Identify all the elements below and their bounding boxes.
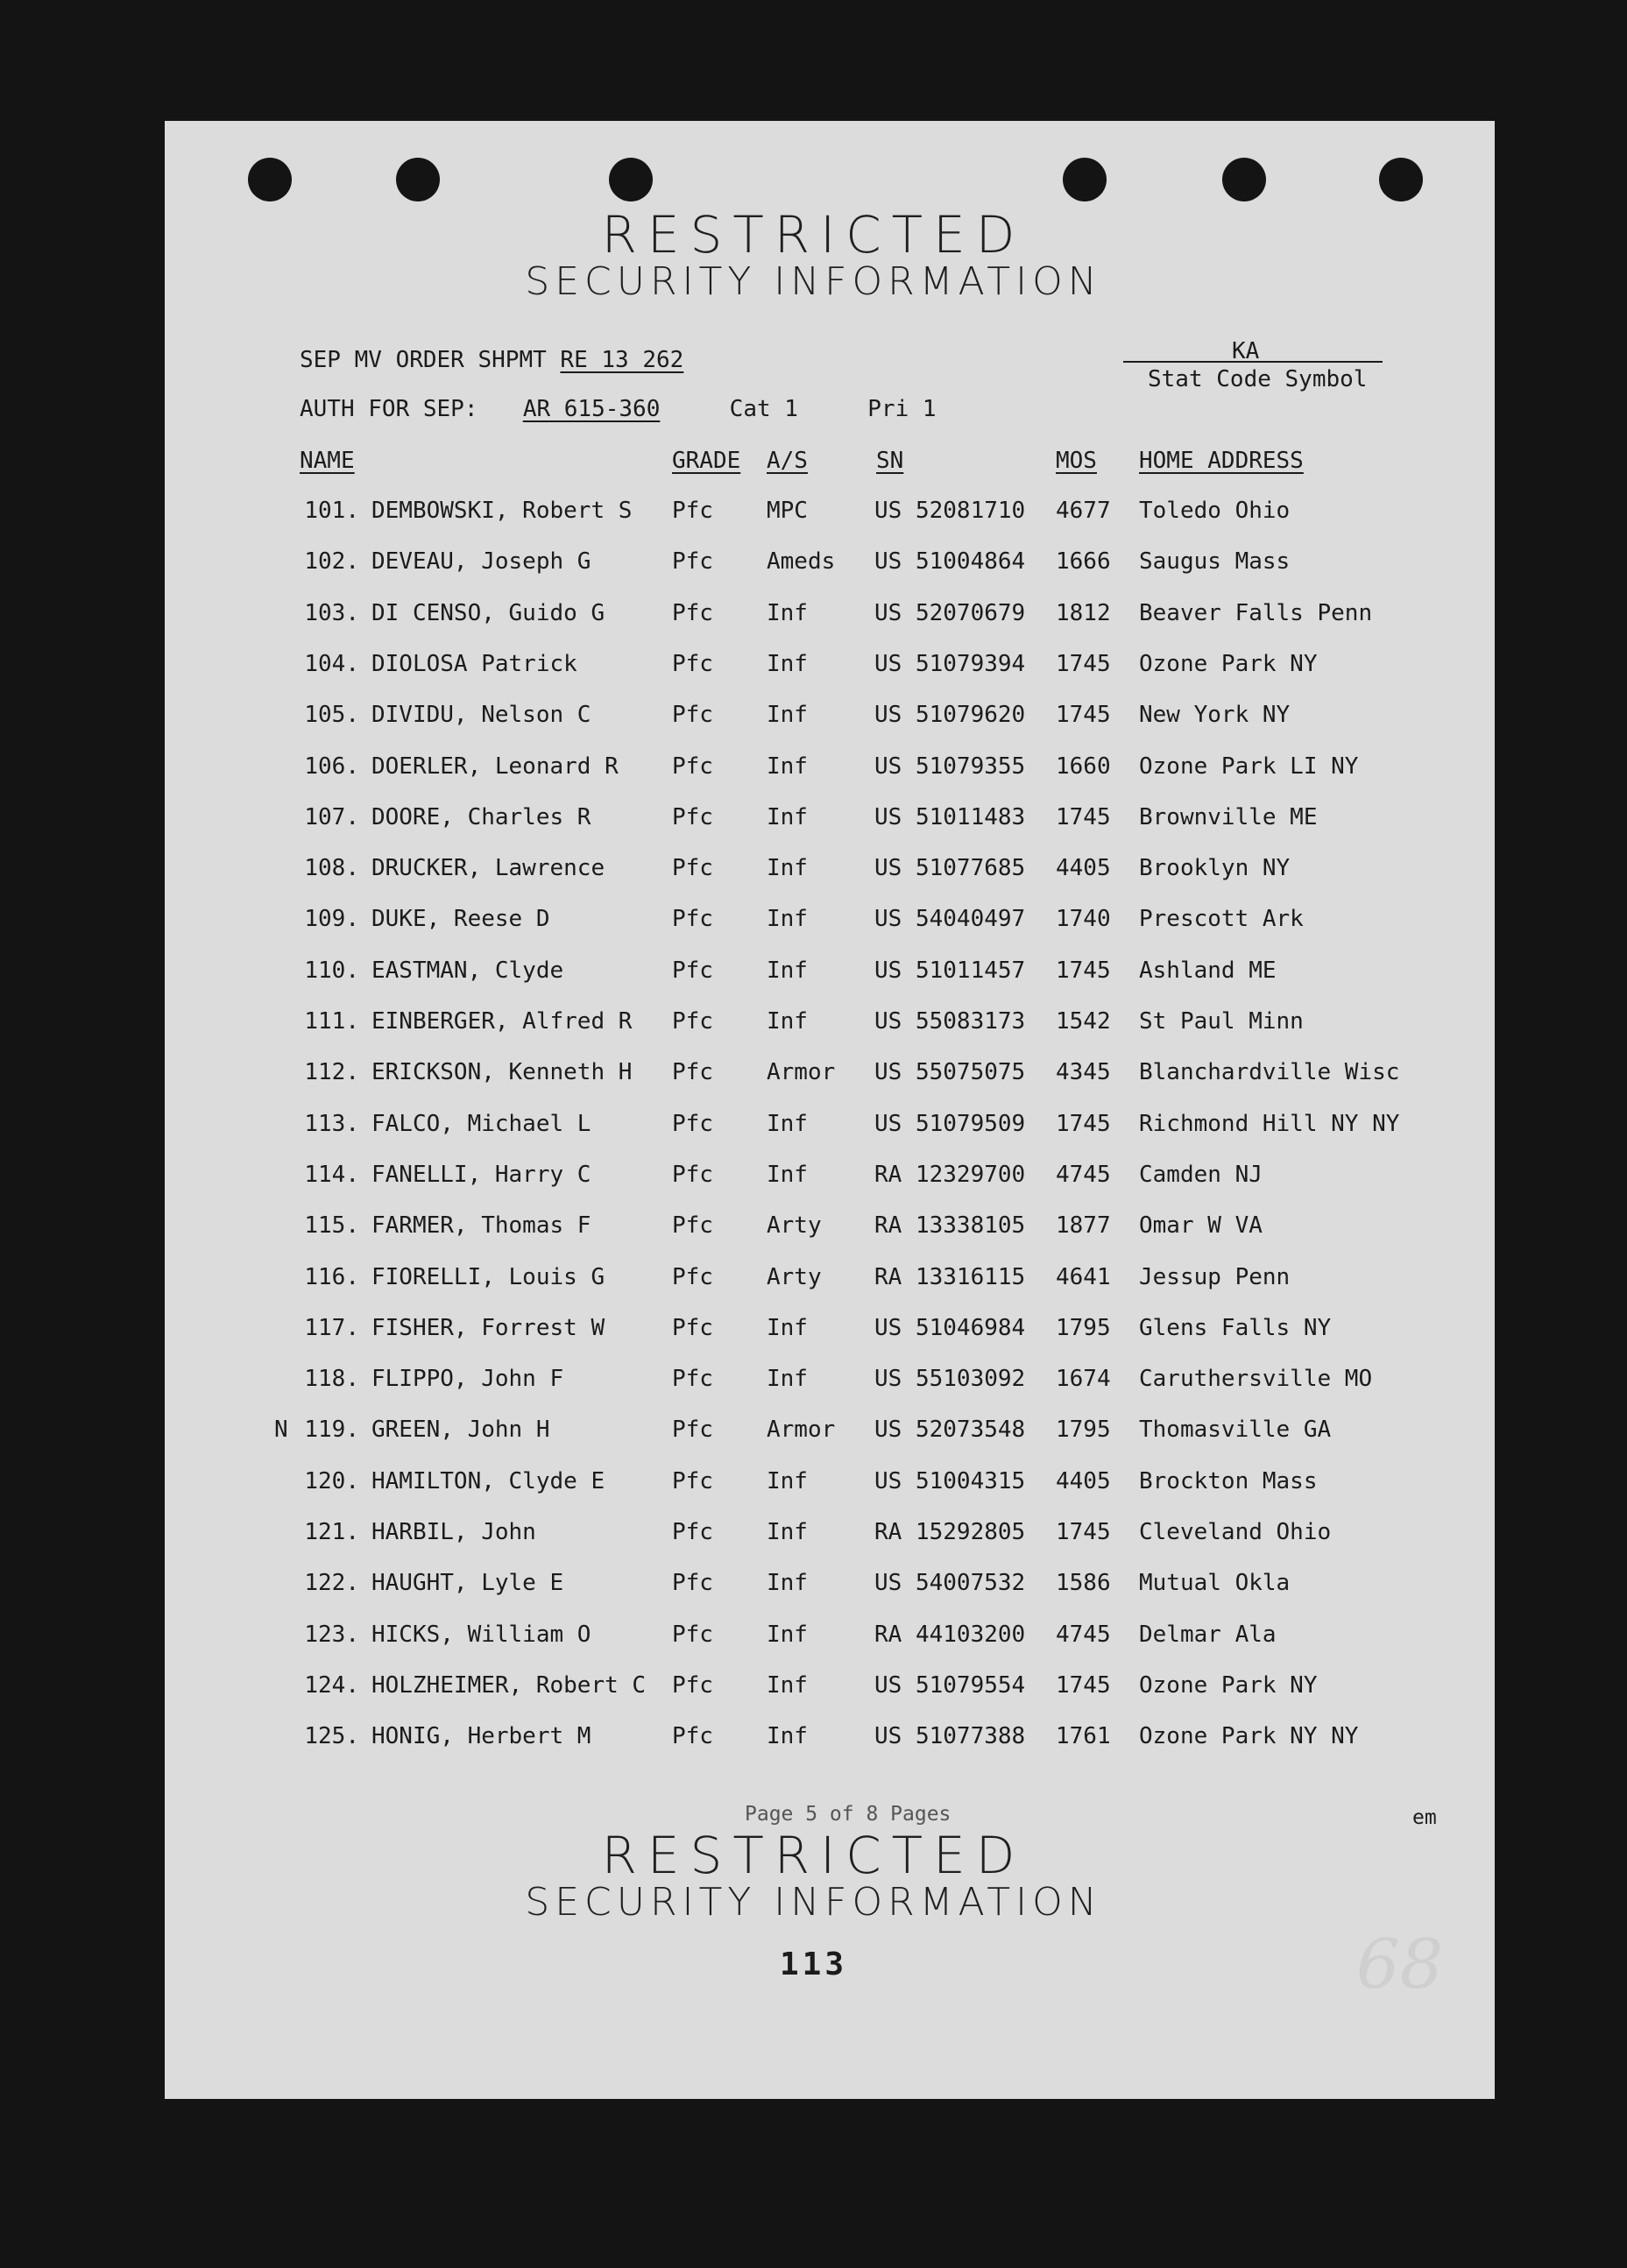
cell-home-address: Ozone Park NY bbox=[1139, 1672, 1318, 1699]
cell-arm-service: Inf bbox=[767, 753, 808, 780]
cell-arm-service: Inf bbox=[767, 1622, 808, 1648]
table-row bbox=[0, 600, 1627, 635]
cell-grade: Pfc bbox=[672, 1212, 713, 1239]
cell-grade: Pfc bbox=[672, 753, 713, 780]
row-number: 102. bbox=[304, 548, 359, 575]
cell-serial-number: US 55075075 bbox=[874, 1059, 1026, 1085]
cell-grade: Pfc bbox=[672, 1723, 713, 1749]
priority: Pri 1 bbox=[867, 396, 937, 422]
cell-grade: Pfc bbox=[672, 1672, 713, 1699]
cell-home-address: Toledo Ohio bbox=[1139, 498, 1291, 524]
cell-serial-number: US 52070679 bbox=[874, 600, 1026, 626]
cell-name: FIORELLI, Louis G bbox=[371, 1264, 605, 1290]
cell-mos: 4641 bbox=[1056, 1264, 1111, 1290]
cell-arm-service: Inf bbox=[767, 1008, 808, 1035]
cell-home-address: St Paul Minn bbox=[1139, 1008, 1304, 1035]
row-number: 114. bbox=[304, 1162, 359, 1188]
table-row bbox=[0, 1672, 1627, 1707]
cell-home-address: Brockton Mass bbox=[1139, 1468, 1318, 1494]
cell-serial-number: US 51011457 bbox=[874, 957, 1026, 984]
cell-mos: 4677 bbox=[1056, 498, 1111, 524]
cell-serial-number: US 51079620 bbox=[874, 702, 1026, 728]
column-mos: MOS bbox=[1056, 448, 1097, 474]
table-row bbox=[0, 1212, 1627, 1247]
cell-arm-service: Inf bbox=[767, 1468, 808, 1494]
cell-serial-number: US 51079394 bbox=[874, 651, 1026, 677]
order-label: SEP MV ORDER SHPMT bbox=[300, 347, 547, 373]
cell-name: DOERLER, Leonard R bbox=[371, 753, 619, 780]
cell-grade: Pfc bbox=[672, 498, 713, 524]
table-row bbox=[0, 1111, 1627, 1146]
cell-name: EASTMAN, Clyde bbox=[371, 957, 564, 984]
cell-arm-service: Inf bbox=[767, 1366, 808, 1392]
cell-home-address: Glens Falls NY bbox=[1139, 1315, 1332, 1341]
cell-serial-number: US 51079355 bbox=[874, 753, 1026, 780]
cell-mos: 1745 bbox=[1056, 1111, 1111, 1137]
cell-arm-service: Inf bbox=[767, 1570, 808, 1596]
cell-arm-service: Inf bbox=[767, 855, 808, 881]
cell-serial-number: US 54007532 bbox=[874, 1570, 1026, 1596]
handwritten-note: 68 bbox=[1356, 1925, 1444, 2004]
cell-serial-number: US 55083173 bbox=[874, 1008, 1026, 1035]
cell-grade: Pfc bbox=[672, 600, 713, 626]
cell-serial-number: US 51079509 bbox=[874, 1111, 1026, 1137]
cell-serial-number: RA 13338105 bbox=[874, 1212, 1026, 1239]
row-number: 103. bbox=[304, 600, 359, 626]
stamp-restricted: RESTRICTED bbox=[601, 1826, 1026, 1885]
cell-arm-service: MPC bbox=[767, 498, 808, 524]
column-name: NAME bbox=[300, 448, 355, 474]
cell-mos: 1674 bbox=[1056, 1366, 1111, 1392]
cell-name: HICKS, William O bbox=[371, 1622, 591, 1648]
cell-mos: 4405 bbox=[1056, 1468, 1111, 1494]
cell-mos: 4405 bbox=[1056, 855, 1111, 881]
category: Cat 1 bbox=[729, 396, 798, 422]
cell-mos: 1660 bbox=[1056, 753, 1111, 780]
cell-name: DRUCKER, Lawrence bbox=[371, 855, 605, 881]
cell-mos: 1745 bbox=[1056, 651, 1111, 677]
cell-home-address: Camden NJ bbox=[1139, 1162, 1263, 1188]
row-number: 112. bbox=[304, 1059, 359, 1085]
cell-arm-service: Arty bbox=[767, 1264, 822, 1290]
cell-name: FALCO, Michael L bbox=[371, 1111, 591, 1137]
row-number: 121. bbox=[304, 1519, 359, 1545]
cell-name: FLIPPO, John F bbox=[371, 1366, 564, 1392]
punch-hole bbox=[396, 158, 440, 201]
row-number: 117. bbox=[304, 1315, 359, 1341]
cell-arm-service: Inf bbox=[767, 600, 808, 626]
column-as: A/S bbox=[767, 448, 808, 474]
table-row bbox=[0, 1570, 1627, 1605]
row-number: 123. bbox=[304, 1622, 359, 1648]
row-number: 105. bbox=[304, 702, 359, 728]
cell-serial-number: RA 44103200 bbox=[874, 1622, 1026, 1648]
cell-mos: 1666 bbox=[1056, 548, 1111, 575]
cell-arm-service: Inf bbox=[767, 1111, 808, 1137]
row-number: 113. bbox=[304, 1111, 359, 1137]
table-row bbox=[0, 1622, 1627, 1657]
cell-arm-service: Inf bbox=[767, 702, 808, 728]
punch-hole bbox=[609, 158, 653, 201]
punch-hole bbox=[248, 158, 292, 201]
cell-grade: Pfc bbox=[672, 1315, 713, 1341]
cell-mos: 1877 bbox=[1056, 1212, 1111, 1239]
row-number: 115. bbox=[304, 1212, 359, 1239]
cell-serial-number: RA 13316115 bbox=[874, 1264, 1026, 1290]
cell-home-address: Delmar Ala bbox=[1139, 1622, 1277, 1648]
cell-name: HARBIL, John bbox=[371, 1519, 536, 1545]
row-number: 118. bbox=[304, 1366, 359, 1392]
cell-serial-number: US 51079554 bbox=[874, 1672, 1026, 1699]
cell-arm-service: Armor bbox=[767, 1059, 836, 1085]
cell-grade: Pfc bbox=[672, 1468, 713, 1494]
cell-arm-service: Inf bbox=[767, 906, 808, 932]
table-row bbox=[0, 804, 1627, 839]
cell-mos: 1745 bbox=[1056, 702, 1111, 728]
column-grade: GRADE bbox=[672, 448, 741, 474]
cell-serial-number: RA 12329700 bbox=[874, 1162, 1026, 1188]
cell-mos: 1740 bbox=[1056, 906, 1111, 932]
cell-name: FANELLI, Harry C bbox=[371, 1162, 591, 1188]
cell-home-address: Omar W VA bbox=[1139, 1212, 1263, 1239]
cell-mos: 4745 bbox=[1056, 1622, 1111, 1648]
cell-arm-service: Inf bbox=[767, 804, 808, 830]
cell-name: DEMBOWSKI, Robert S bbox=[371, 498, 633, 524]
cell-arm-service: Inf bbox=[767, 957, 808, 984]
cell-home-address: Thomasville GA bbox=[1139, 1417, 1332, 1443]
cell-name: ERICKSON, Kenneth H bbox=[371, 1059, 633, 1085]
row-number: 124. bbox=[304, 1672, 359, 1699]
cell-home-address: Caruthersville MO bbox=[1139, 1366, 1373, 1392]
cell-grade: Pfc bbox=[672, 1570, 713, 1596]
table-row bbox=[0, 702, 1627, 737]
row-number: 119. bbox=[304, 1417, 359, 1443]
cell-mos: 1542 bbox=[1056, 1008, 1111, 1035]
cell-home-address: Beaver Falls Penn bbox=[1139, 600, 1373, 626]
cell-arm-service: Inf bbox=[767, 1315, 808, 1341]
cell-grade: Pfc bbox=[672, 702, 713, 728]
cell-grade: Pfc bbox=[672, 1162, 713, 1188]
cell-name: DEVEAU, Joseph G bbox=[371, 548, 591, 575]
cell-mos: 1745 bbox=[1056, 804, 1111, 830]
cell-home-address: Blanchardville Wisc bbox=[1139, 1059, 1400, 1085]
cell-serial-number: US 51004315 bbox=[874, 1468, 1026, 1494]
row-number: 101. bbox=[304, 498, 359, 524]
punch-hole bbox=[1063, 158, 1107, 201]
cell-home-address: Brooklyn NY bbox=[1139, 855, 1291, 881]
cell-arm-service: Inf bbox=[767, 651, 808, 677]
table-row bbox=[0, 1315, 1627, 1350]
cell-serial-number: US 51004864 bbox=[874, 548, 1026, 575]
cell-name: DUKE, Reese D bbox=[371, 906, 550, 932]
cell-home-address: Saugus Mass bbox=[1139, 548, 1291, 575]
cell-name: HOLZHEIMER, Robert C bbox=[371, 1672, 647, 1699]
table-row bbox=[0, 1059, 1627, 1094]
stat-code-rule bbox=[1123, 361, 1383, 363]
cell-arm-service: Inf bbox=[767, 1723, 808, 1749]
cell-mos: 1795 bbox=[1056, 1417, 1111, 1443]
cell-grade: Pfc bbox=[672, 1417, 713, 1443]
cell-home-address: Mutual Okla bbox=[1139, 1570, 1291, 1596]
cell-serial-number: US 51046984 bbox=[874, 1315, 1026, 1341]
table-row bbox=[0, 498, 1627, 533]
cell-home-address: Ashland ME bbox=[1139, 957, 1277, 984]
order-number: RE 13 262 bbox=[560, 347, 684, 373]
table-row bbox=[0, 753, 1627, 788]
table-row bbox=[0, 1008, 1627, 1043]
cell-arm-service: Ameds bbox=[767, 548, 836, 575]
order-line bbox=[300, 347, 683, 373]
row-number: 107. bbox=[304, 804, 359, 830]
row-number: 110. bbox=[304, 957, 359, 984]
cell-name: GREEN, John H bbox=[371, 1417, 550, 1443]
row-mark: N bbox=[274, 1417, 288, 1443]
cell-name: HONIG, Herbert M bbox=[371, 1723, 591, 1749]
row-number: 125. bbox=[304, 1723, 359, 1749]
cell-home-address: Prescott Ark bbox=[1139, 906, 1304, 932]
table-row bbox=[0, 1264, 1627, 1299]
cell-serial-number: US 51011483 bbox=[874, 804, 1026, 830]
cell-grade: Pfc bbox=[672, 906, 713, 932]
cell-grade: Pfc bbox=[672, 1008, 713, 1035]
bottom-classification-stamp bbox=[0, 1826, 1627, 1925]
table-row bbox=[0, 906, 1627, 941]
cell-arm-service: Inf bbox=[767, 1519, 808, 1545]
typist-initials: em bbox=[1412, 1806, 1437, 1829]
stat-code: KA bbox=[1232, 338, 1260, 364]
auth-reference: AR 615-360 bbox=[522, 396, 661, 422]
table-row bbox=[0, 1162, 1627, 1197]
cell-mos: 1812 bbox=[1056, 600, 1111, 626]
cell-mos: 1586 bbox=[1056, 1570, 1111, 1596]
row-number: 111. bbox=[304, 1008, 359, 1035]
table-row bbox=[0, 1366, 1627, 1401]
page-of-pages: Page 5 of 8 Pages bbox=[745, 1803, 951, 1826]
cell-name: FISHER, Forrest W bbox=[371, 1315, 605, 1341]
column-sn: SN bbox=[876, 448, 904, 474]
cell-name: DI CENSO, Guido G bbox=[371, 600, 605, 626]
cell-home-address: Cleveland Ohio bbox=[1139, 1519, 1332, 1545]
cell-mos: 1761 bbox=[1056, 1723, 1111, 1749]
cell-home-address: Ozone Park NY NY bbox=[1139, 1723, 1359, 1749]
table-header bbox=[0, 448, 1627, 483]
punch-hole bbox=[1222, 158, 1266, 201]
cell-home-address: Richmond Hill NY NY bbox=[1139, 1111, 1400, 1137]
cell-serial-number: US 51077388 bbox=[874, 1723, 1026, 1749]
cell-grade: Pfc bbox=[672, 1111, 713, 1137]
stat-code-label: Stat Code Symbol bbox=[1148, 366, 1368, 392]
row-number: 108. bbox=[304, 855, 359, 881]
cell-mos: 4745 bbox=[1056, 1162, 1111, 1188]
row-number: 116. bbox=[304, 1264, 359, 1290]
cell-home-address: Brownville ME bbox=[1139, 804, 1318, 830]
column-home-address: HOME ADDRESS bbox=[1139, 448, 1304, 474]
stamp-security-information: SECURITY INFORMATION bbox=[525, 1880, 1102, 1925]
cell-home-address: Ozone Park NY bbox=[1139, 651, 1318, 677]
cell-serial-number: US 55103092 bbox=[874, 1366, 1026, 1392]
table-row bbox=[0, 1417, 1627, 1452]
cell-arm-service: Inf bbox=[767, 1672, 808, 1699]
row-number: 109. bbox=[304, 906, 359, 932]
row-number: 122. bbox=[304, 1570, 359, 1596]
row-number: 120. bbox=[304, 1468, 359, 1494]
cell-name: HAUGHT, Lyle E bbox=[371, 1570, 564, 1596]
cell-grade: Pfc bbox=[672, 855, 713, 881]
punch-hole bbox=[1379, 158, 1423, 201]
cell-serial-number: RA 15292805 bbox=[874, 1519, 1026, 1545]
cell-serial-number: US 51077685 bbox=[874, 855, 1026, 881]
cell-grade: Pfc bbox=[672, 548, 713, 575]
table-row bbox=[0, 855, 1627, 890]
cell-grade: Pfc bbox=[672, 1059, 713, 1085]
cell-mos: 1795 bbox=[1056, 1315, 1111, 1341]
cell-home-address: New York NY bbox=[1139, 702, 1291, 728]
auth-line bbox=[300, 396, 937, 422]
cell-mos: 1745 bbox=[1056, 957, 1111, 984]
table-row bbox=[0, 1723, 1627, 1758]
cell-grade: Pfc bbox=[672, 957, 713, 984]
cell-grade: Pfc bbox=[672, 1519, 713, 1545]
cell-grade: Pfc bbox=[672, 1622, 713, 1648]
auth-label: AUTH FOR SEP: bbox=[300, 396, 478, 422]
cell-mos: 4345 bbox=[1056, 1059, 1111, 1085]
cell-arm-service: Inf bbox=[767, 1162, 808, 1188]
cell-grade: Pfc bbox=[672, 804, 713, 830]
table-row bbox=[0, 651, 1627, 686]
row-number: 106. bbox=[304, 753, 359, 780]
cell-name: HAMILTON, Clyde E bbox=[371, 1468, 605, 1494]
cell-arm-service: Armor bbox=[767, 1417, 836, 1443]
stamp-security-information: SECURITY INFORMATION bbox=[525, 259, 1102, 304]
page-number: 113 bbox=[779, 1947, 848, 1982]
stamp-restricted: RESTRICTED bbox=[601, 205, 1026, 265]
cell-grade: Pfc bbox=[672, 651, 713, 677]
table-row bbox=[0, 1519, 1627, 1554]
cell-mos: 1745 bbox=[1056, 1672, 1111, 1699]
table-row bbox=[0, 957, 1627, 993]
cell-home-address: Ozone Park LI NY bbox=[1139, 753, 1359, 780]
cell-arm-service: Arty bbox=[767, 1212, 822, 1239]
top-classification-stamp bbox=[0, 205, 1627, 304]
row-number: 104. bbox=[304, 651, 359, 677]
cell-name: EINBERGER, Alfred R bbox=[371, 1008, 633, 1035]
cell-serial-number: US 52073548 bbox=[874, 1417, 1026, 1443]
cell-name: DIOLOSA Patrick bbox=[371, 651, 577, 677]
cell-grade: Pfc bbox=[672, 1264, 713, 1290]
cell-serial-number: US 54040497 bbox=[874, 906, 1026, 932]
cell-grade: Pfc bbox=[672, 1366, 713, 1392]
cell-name: DOORE, Charles R bbox=[371, 804, 591, 830]
table-row bbox=[0, 548, 1627, 583]
cell-mos: 1745 bbox=[1056, 1519, 1111, 1545]
cell-name: FARMER, Thomas F bbox=[371, 1212, 591, 1239]
table-row bbox=[0, 1468, 1627, 1503]
cell-name: DIVIDU, Nelson C bbox=[371, 702, 591, 728]
cell-home-address: Jessup Penn bbox=[1139, 1264, 1291, 1290]
cell-serial-number: US 52081710 bbox=[874, 498, 1026, 524]
